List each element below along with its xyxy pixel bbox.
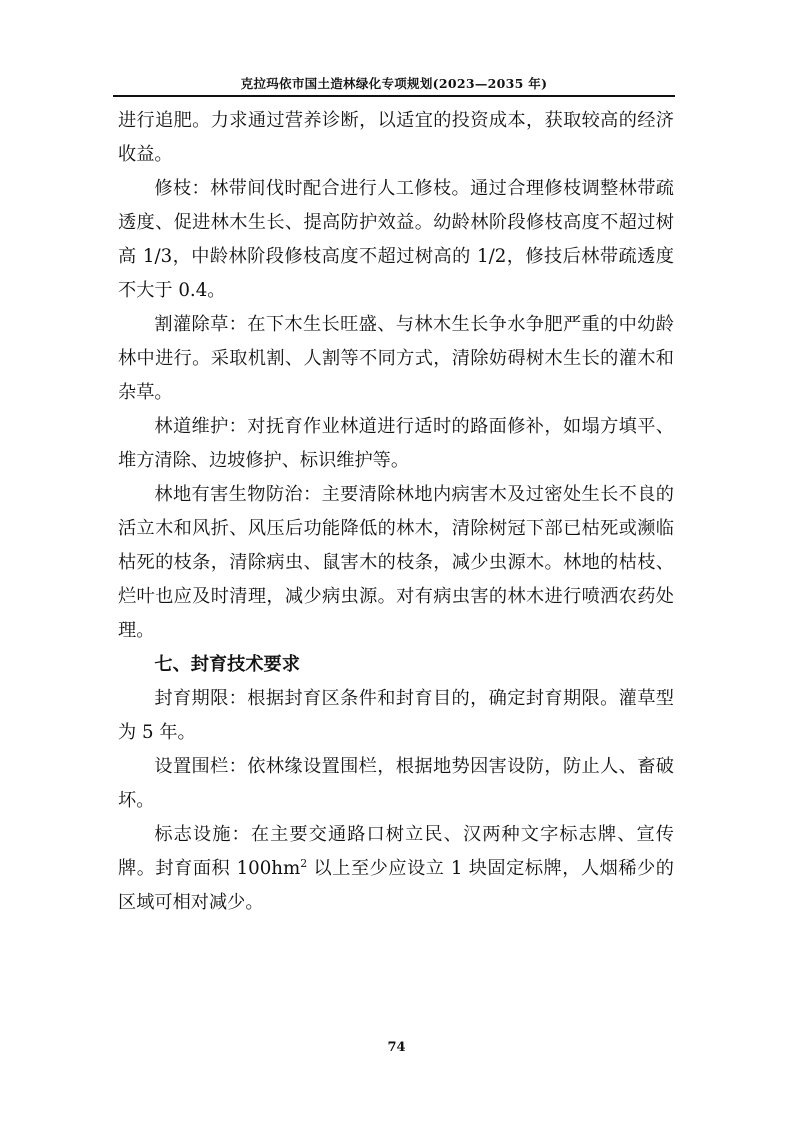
- superscript-two: 2: [300, 856, 308, 870]
- signage-text-part2: 以上至少应设立 1 块固定标牌，人烟稀少的区域可相对减少。: [118, 858, 674, 913]
- header-rule: [113, 95, 675, 97]
- paragraph-signage: [118, 818, 674, 920]
- paragraph-topdressing-continuation: 进行追肥。力求通过营养诊断，以适宜的投资成本，获取较高的经济收益。: [118, 110, 674, 165]
- paragraph-pest-control: 林地有害生物防治：主要清除林地内病害木及过密处生长不良的活立木和风折、风压后功能降低的林木，清除树冠下部已枯死或濒临枯死的枝条，清除病虫、鼠害木的枝条，减少虫源木。林地的枯枝、烂叶也应及时清理，减少病虫源。对有病虫害的林木进行喷洒农药处理。: [118, 484, 674, 641]
- paragraph-pruning: 修枝：林带间伐时配合进行人工修枝。通过合理修枝调整林带疏透度、促进林木生长、提高防护效益。幼龄林阶段修枝高度不超过树高 1/3，中龄林阶段修枝高度不超过树高的 1/2，修技后林带疏透度不大于 0.4。: [118, 178, 674, 301]
- signage-text-part1: 标志设施：在主要交通路口树立民、汉两种文字标志牌、宣传牌。封育面积 100hm: [118, 824, 674, 879]
- body-text: [118, 104, 674, 920]
- paragraph-closure-period: 封育期限：根据封育区条件和封育目的，确定封育期限。灌草型为 5 年。: [118, 688, 674, 743]
- section-heading: 七、封育技术要求: [154, 654, 300, 675]
- paragraph-forest-road-maintenance: 林道维护：对抚育作业林道进行适时的路面修补，如塌方填平、堆方清除、边坡修护、标识维护等。: [118, 416, 674, 471]
- running-header: 克拉玛依市国土造林绿化专项规划(2023—2035 年): [240, 76, 548, 91]
- page-number: 74: [387, 1040, 406, 1055]
- paragraph-fencing: 设置围栏：依林缘设置围栏，根据地势因害设防，防止人、畜破坏。: [118, 756, 674, 811]
- paragraph-weeding: 割灌除草：在下木生长旺盛、与林木生长争水争肥严重的中幼龄林中进行。采取机割、人割等不同方式，清除妨碍树木生长的灌木和杂草。: [118, 314, 674, 403]
